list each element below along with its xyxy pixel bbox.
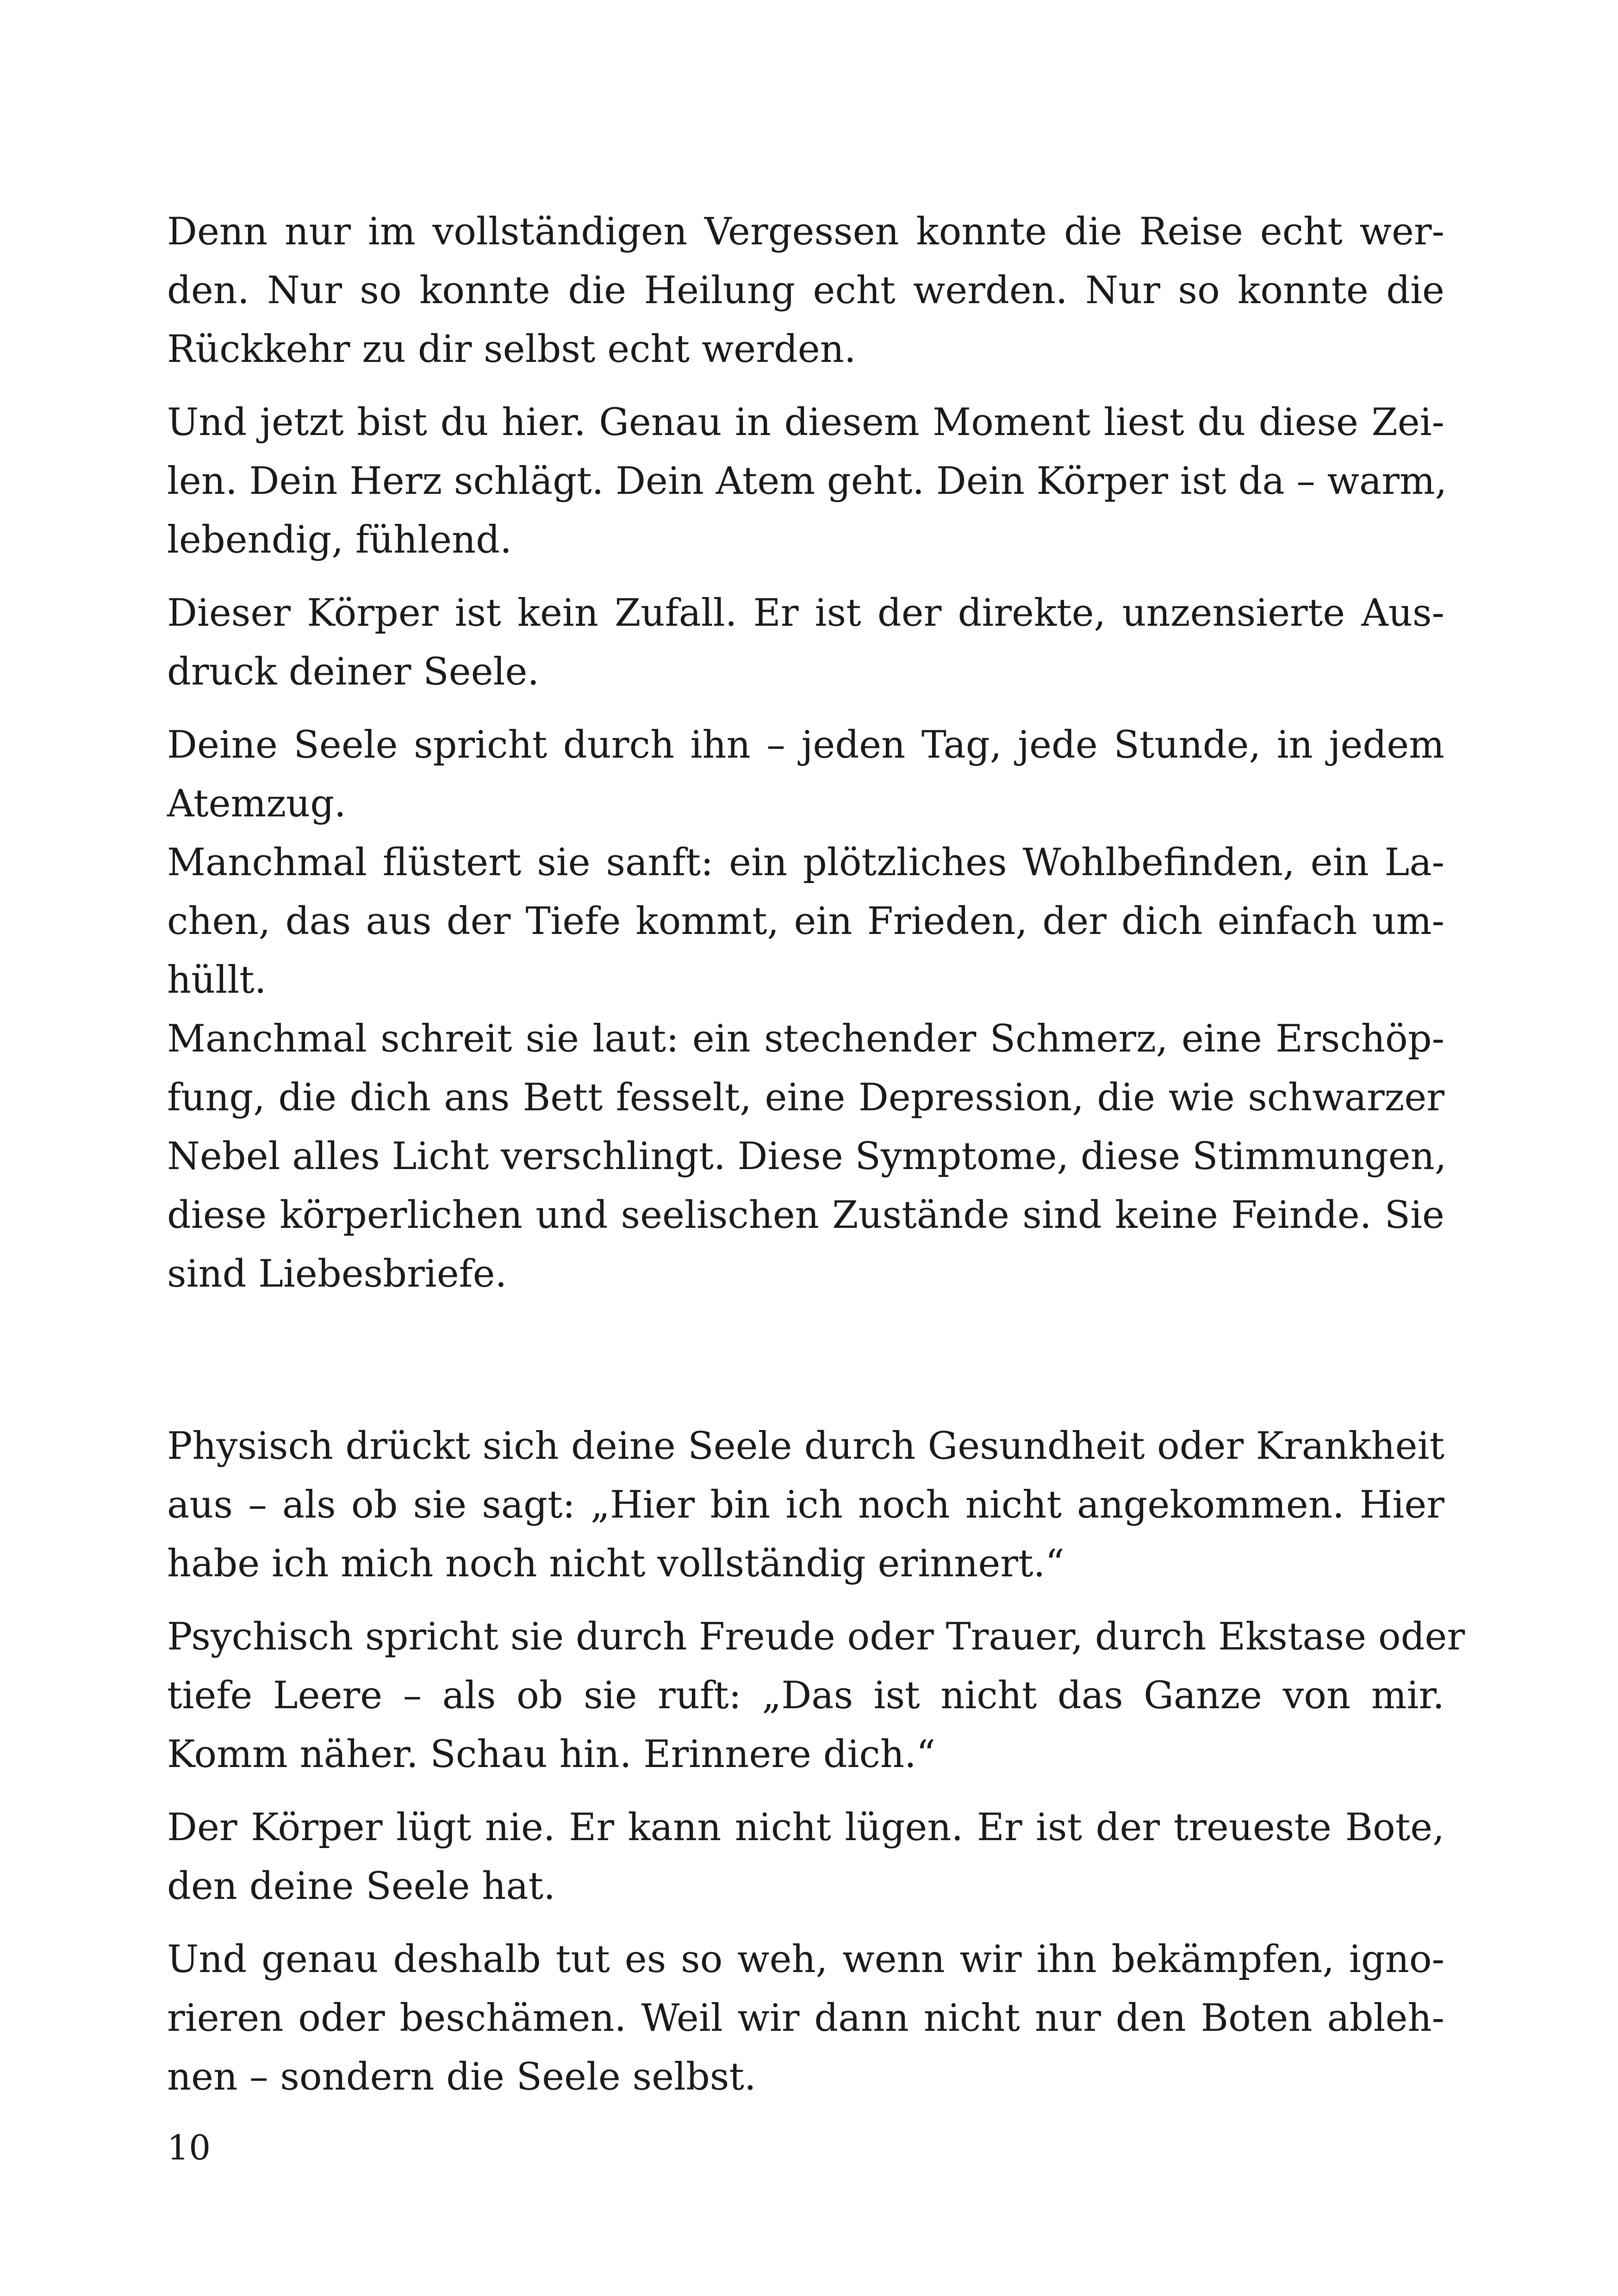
body-text bbox=[167, 203, 1465, 2121]
text-line: sind Liebesbriefe. bbox=[167, 1252, 507, 1296]
text-line: habe ich mich noch nicht vollständig erinnert.“ bbox=[167, 1542, 1064, 1586]
paragraph bbox=[167, 584, 1444, 702]
text-line: fung, die dich ans Bett fesselt, eine Depression, die wie schwarzer bbox=[167, 1076, 1444, 1120]
text-line: Denn nur im vollständigen Vergessen konnte die Reise echt wer- bbox=[167, 210, 1444, 254]
text-line: aus – als ob sie sagt: „Hier bin ich noch nicht angekommen. Hier bbox=[167, 1483, 1444, 1527]
text-line: lebendig, fühlend. bbox=[167, 518, 512, 562]
text-line: Manchmal schreit sie laut: ein stechender Schmerz, eine Erschöp- bbox=[167, 1017, 1444, 1061]
text-line: hüllt. bbox=[167, 958, 267, 1002]
text-line: Physisch drückt sich deine Seele durch Gesundheit oder Krankheit bbox=[167, 1425, 1444, 1468]
text-line: tiefe Leere – als ob sie ruft: „Das ist nicht das Ganze von mir. bbox=[167, 1674, 1444, 1717]
paragraph bbox=[167, 1930, 1444, 2107]
text-line: Dieser Körper ist kein Zufall. Er ist der direkte, unzensierte Aus- bbox=[167, 591, 1444, 635]
paragraph bbox=[167, 1608, 1465, 1784]
text-line: den deine Seele hat. bbox=[167, 1865, 555, 1908]
paragraph bbox=[167, 393, 1447, 570]
page-number: 10 bbox=[167, 2128, 211, 2168]
text-line: Deine Seele spricht durch ihn – jeden Tag, jede Stunde, in jedem bbox=[167, 723, 1444, 767]
paragraph bbox=[167, 1010, 1447, 1304]
text-line: den. Nur so konnte die Heilung echt werden. Nur so konnte die bbox=[167, 269, 1444, 312]
text-line: Psychisch spricht sie durch Freude oder Trauer, durch Ekstase oder bbox=[167, 1615, 1465, 1659]
text-line: druck deiner Seele. bbox=[167, 650, 540, 694]
text-line: diese körperlichen und seelischen Zustände sind keine Feinde. Sie bbox=[167, 1194, 1444, 1237]
paragraph bbox=[167, 203, 1444, 379]
text-line: Rückkehr zu dir selbst echt werden. bbox=[167, 328, 856, 371]
paragraph bbox=[167, 1798, 1444, 1916]
text-line: Der Körper lügt nie. Er kann nicht lügen. Er ist der treueste Bote, bbox=[167, 1806, 1444, 1849]
text-line: rieren oder beschämen. Weil wir dann nicht nur den Boten ableh- bbox=[167, 1997, 1444, 2040]
text-line: Komm näher. Schau hin. Erinnere dich.“ bbox=[167, 1733, 936, 1776]
text-line: Atemzug. bbox=[167, 782, 346, 826]
text-line: Manchmal flüstert sie sanft: ein plötzliches Wohlbefinden, ein La- bbox=[167, 841, 1444, 884]
text-line: nen – sondern die Seele selbst. bbox=[167, 2055, 756, 2099]
text-line: Und genau deshalb tut es so weh, wenn wir ihn bekämpfen, igno- bbox=[167, 1938, 1444, 1981]
text-line: len. Dein Herz schlägt. Dein Atem geht. Dein Körper ist da – warm, bbox=[167, 460, 1447, 503]
text-line: chen, das aus der Tiefe kommt, ein Frieden, der dich einfach um- bbox=[167, 900, 1444, 943]
text-line: Und jetzt bist du hier. Genau in diesem Moment liest du diese Zei- bbox=[167, 401, 1444, 444]
paragraph bbox=[167, 1417, 1444, 1593]
paragraph bbox=[167, 716, 1444, 834]
text-line: Nebel alles Licht verschlingt. Diese Symptome, diese Stimmungen, bbox=[167, 1135, 1447, 1178]
paragraph bbox=[167, 834, 1444, 1010]
